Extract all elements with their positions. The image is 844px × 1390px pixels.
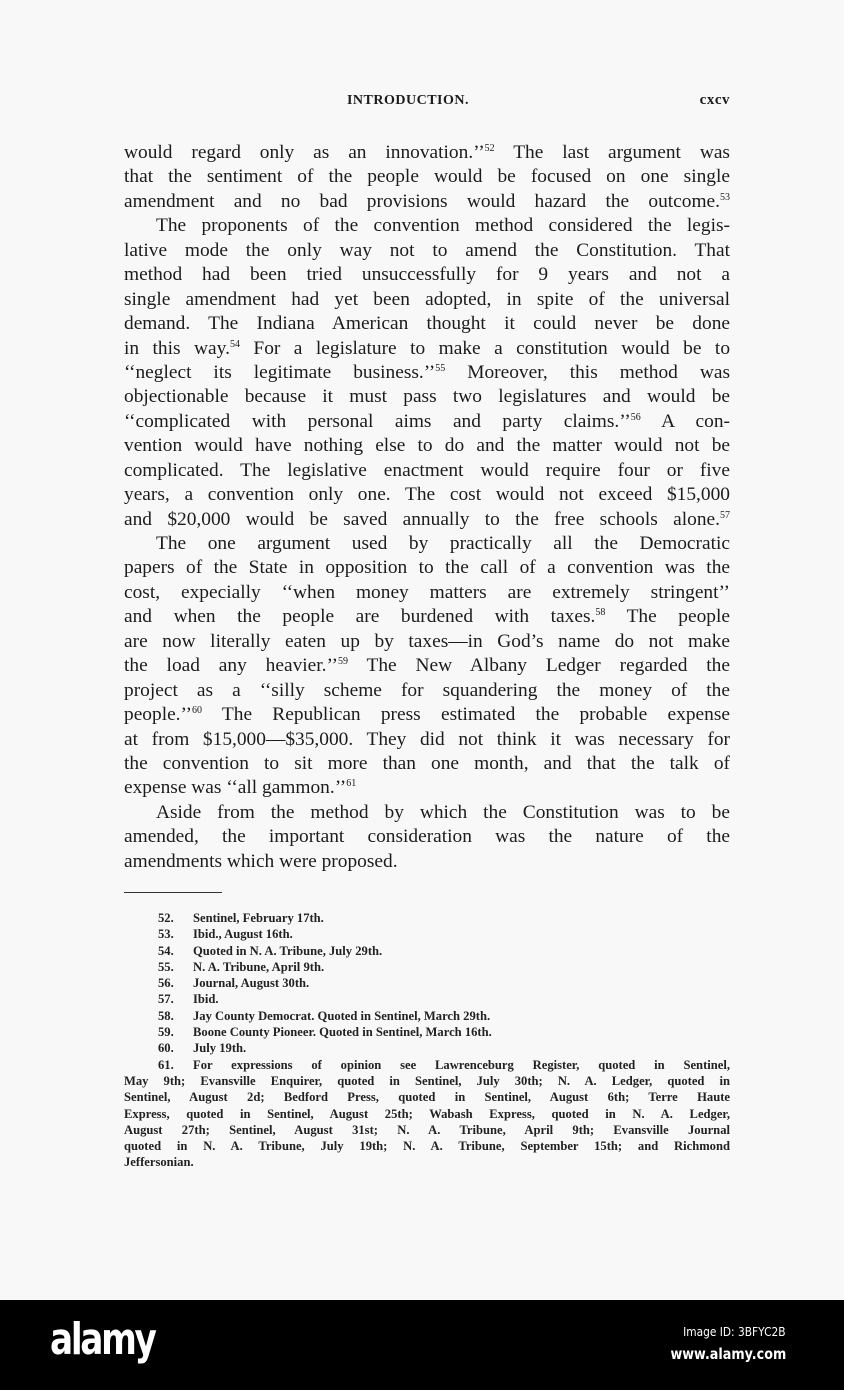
- footnote-continuation: May 9th; Evansville Enquirer, quoted in Sentinel, July 30th; N. A. Ledger, quoted in: [124, 1073, 730, 1088]
- text-line: people.’’$^{60}$ The Republican press estimated the probable expense: [124, 704, 730, 726]
- footnote: 60. July 19th.: [158, 1041, 247, 1056]
- text-line: and $20,000 would be saved annually to the free schools alone.$^{57}$: [124, 508, 730, 530]
- text-line: that the sentiment of the people would be focused on one single: [124, 166, 730, 188]
- footnote-ref: 57: [720, 509, 730, 521]
- text-line: would regard only as an innovation.’’$^{52}$ The last argument was: [124, 142, 730, 163]
- text-line: lative mode the only way not to amend the Constitution. That: [124, 239, 730, 261]
- text-line: single amendment had yet been adopted, in spite of the universal: [124, 288, 730, 310]
- footnote-number: 61.: [158, 1057, 174, 1072]
- footnote: 56. Journal, August 30th.: [158, 976, 310, 991]
- footnote: 55. N. A. Tribune, April 9th.: [158, 959, 325, 974]
- footnote-continuation: Sentinel, August 2d; Bedford Press, quoted in Sentinel, August 6th; Terre Haute: [124, 1090, 730, 1105]
- footnote-continuation: Express, quoted in Sentinel, August 25th; Wabash Express, quoted in N. A. Ledger,: [124, 1106, 730, 1121]
- footnote-continuation: August 27th; Sentinel, August 31st; N. A. Tribune, April 9th; Evansville Journal: [124, 1122, 730, 1137]
- text-line: project as a ‘‘silly scheme for squandering the money of the: [124, 679, 730, 701]
- text-line: the convention to sit more than one month, and that the talk of: [124, 752, 730, 774]
- footnote-number: 58.: [158, 1008, 174, 1023]
- alamy-logo: alamy: [50, 1314, 155, 1365]
- footnote-continuation: Jeffersonian.: [124, 1155, 194, 1170]
- footnote-number: 54.: [158, 943, 174, 958]
- footnote-number: 55.: [158, 959, 174, 974]
- site-url: www.alamy.com: [670, 1345, 786, 1363]
- text-line: papers of the State in opposition to the call of a convention was the: [124, 557, 730, 579]
- text-line: The one argument used by practically all the Democratic: [156, 533, 730, 554]
- text-line: amendment and no bad provisions would hazard the outcome.$^{53}$: [124, 190, 730, 212]
- footnote: 57. Ibid.: [158, 992, 219, 1007]
- text-line: ‘‘neglect its legitimate business.’’$^{55}$ Moreover, this method was: [124, 361, 730, 383]
- footnote-number: 59.: [158, 1025, 174, 1040]
- text-line: years, a convention only one. The cost would not exceed $15,000: [124, 484, 730, 506]
- text-line: demand. The Indiana American thought it could never be done: [124, 313, 730, 335]
- footnote-ref: 58: [595, 607, 606, 619]
- footnote: 61. For expressions of opinion see Lawrenceburg Register, quoted in Sentinel,: [158, 1057, 730, 1072]
- footnote-ref: 55: [435, 362, 446, 374]
- text-line: Aside from the method by which the Constitution was to be: [156, 801, 730, 823]
- footnote-number: 57.: [158, 992, 174, 1007]
- text-line: vention would have nothing else to do and the matter would not be: [124, 435, 730, 457]
- footnote-ref: 59: [337, 656, 348, 668]
- text-line: the load any heavier.’’$^{59}$ The New Albany Ledger regarded the: [124, 655, 730, 677]
- footnote: 53. Ibid., August 16th.: [158, 927, 293, 942]
- text-line: The proponents of the convention method considered the legis-: [156, 215, 730, 237]
- footnote-number: 53.: [158, 927, 174, 942]
- running-header: INTRODUCTION.: [346, 93, 469, 108]
- text-line: in this way.$^{54}$ For a legislature to make a constitution would be to: [124, 337, 731, 359]
- footnote-number: 60.: [158, 1041, 174, 1056]
- text-line: cost, expecially ‘‘when money matters are extremely stringent’’: [124, 581, 730, 603]
- footnote-ref: 54: [229, 338, 240, 350]
- footnote-ref: 52: [484, 143, 495, 154]
- footnote-continuation: quoted in N. A. Tribune, July 19th; N. A. Tribune, September 15th; and Richmond: [124, 1139, 730, 1154]
- page-number: cxcv: [699, 92, 730, 108]
- footnote: 59. Boone County Pioneer. Quoted in Sentinel, March 16th.: [158, 1025, 492, 1040]
- body-text: [124, 141, 730, 874]
- text-line: method had been tried unsuccessfully for 9 years and not a: [124, 264, 730, 286]
- text-line: amended, the important consideration was the nature of the: [124, 826, 730, 848]
- footnotes: [124, 910, 730, 1171]
- text-line: expense was ‘‘all gammon.’’$^{61}$: [124, 777, 357, 799]
- text-line: amendments which were proposed.: [124, 850, 398, 872]
- text-line: and when the people are burdened with taxes.$^{58}$ The people: [124, 606, 730, 628]
- footnote: 58. Jay County Democrat. Quoted in Sentinel, March 29th.: [158, 1008, 491, 1023]
- text-line: ‘‘complicated with personal aims and party claims.’’$^{56}$ A con-: [124, 410, 730, 432]
- watermark-bar: [0, 1300, 844, 1390]
- footnote-ref: 61: [346, 778, 357, 790]
- footnote-divider: [124, 892, 222, 893]
- text-line: objectionable because it must pass two legislatures and would be: [124, 386, 730, 408]
- footnote-ref: 56: [630, 411, 641, 423]
- footnote: 54. Quoted in N. A. Tribune, July 29th.: [158, 943, 383, 958]
- image-id: Image ID: 3BFYC2B: [683, 1324, 786, 1339]
- footnote-ref: 53: [720, 191, 730, 203]
- text-line: complicated. The legislative enactment would require four or five: [124, 459, 730, 481]
- text-line: at from $15,000—$35,000. They did not think it was necessary for: [124, 728, 730, 750]
- footnote-ref: 60: [192, 705, 203, 717]
- text-line: are now literally eaten up by taxes—in God’s name do not make: [124, 630, 730, 652]
- footnote: 52. Sentinel, February 17th.: [158, 911, 324, 925]
- footnote-number: 56.: [158, 976, 174, 991]
- footnote-number: 52.: [158, 911, 174, 925]
